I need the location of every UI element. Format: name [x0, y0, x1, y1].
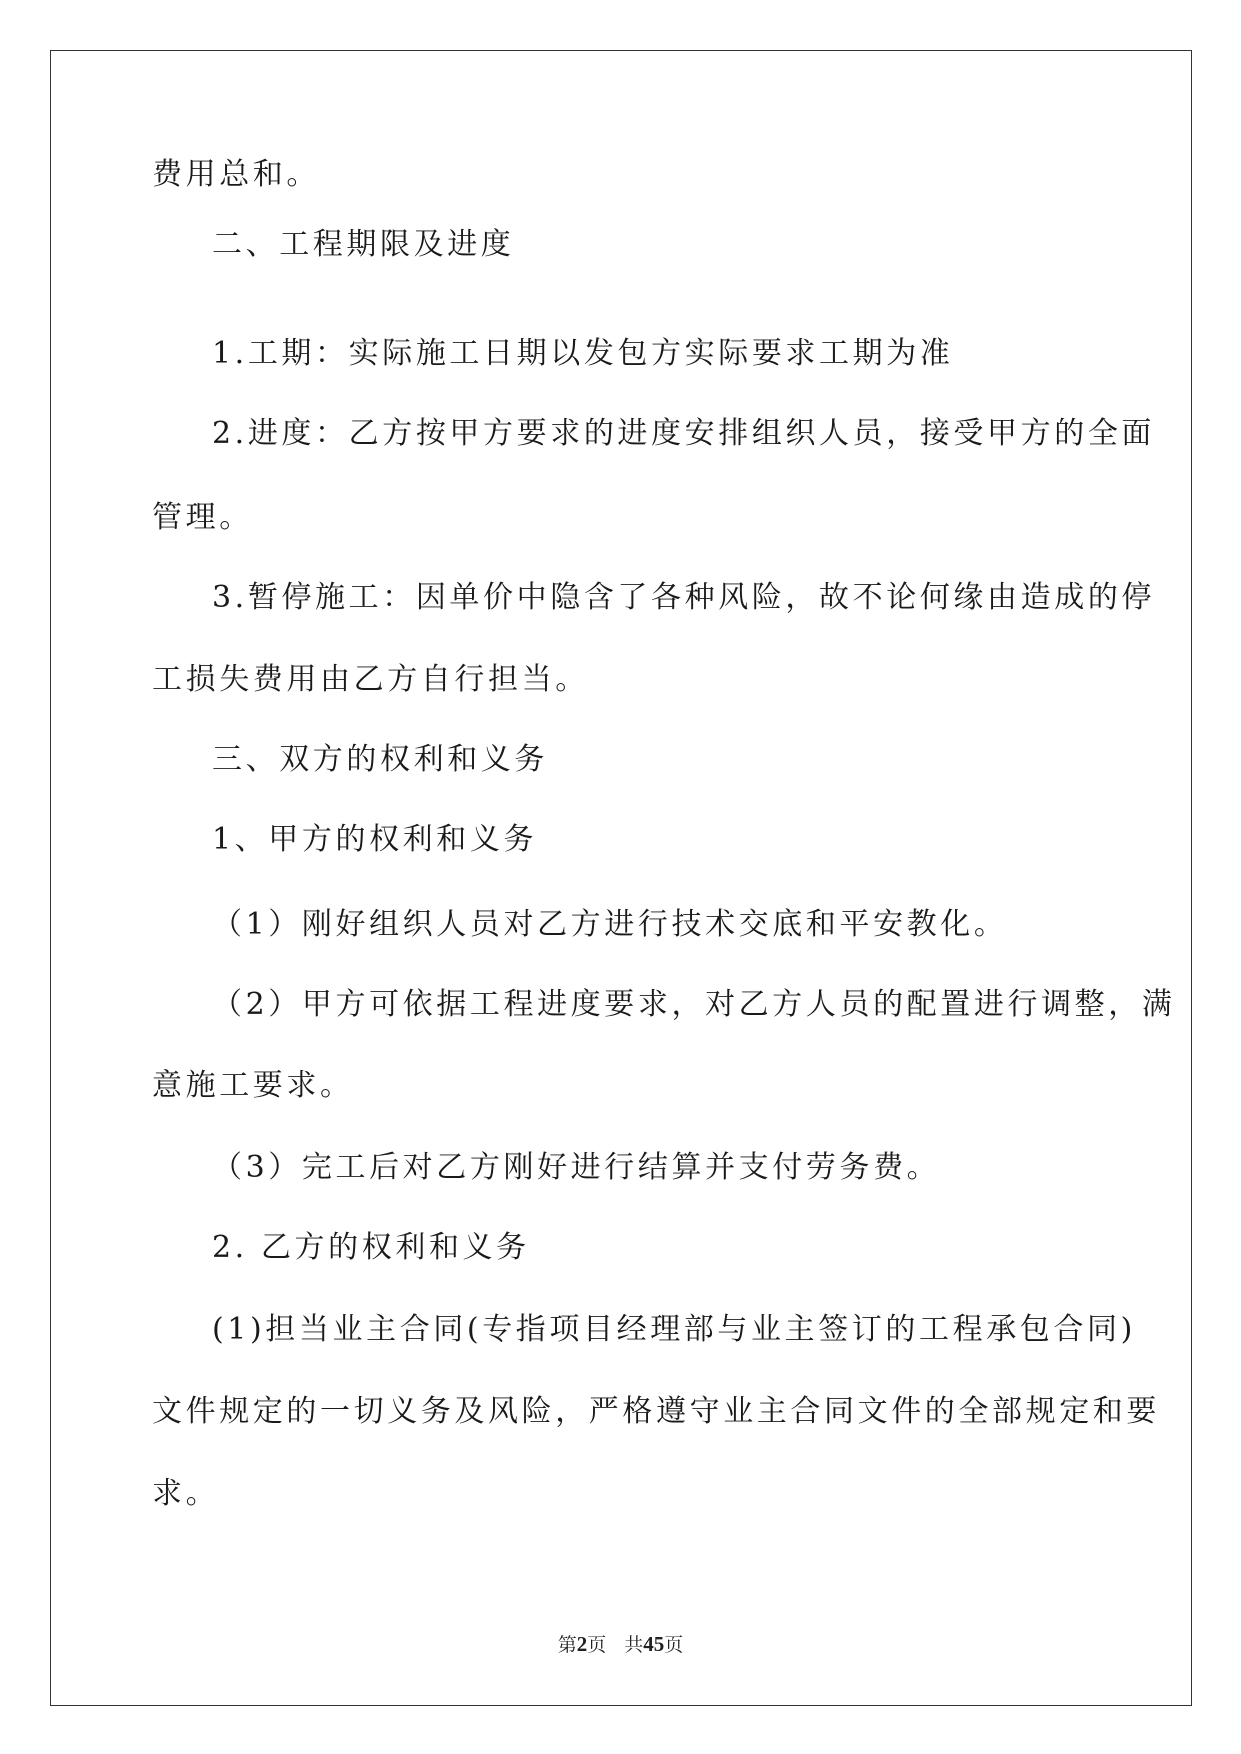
text-line: 意施工要求。	[152, 1068, 354, 1103]
text-line: 求。	[152, 1476, 220, 1511]
text-line: （2）甲方可依据工程进度要求，对乙方人员的配置进行调整，满	[212, 987, 1176, 1022]
section-heading: 二、工程期限及进度	[212, 227, 515, 262]
text-line: 工损失费用由乙方自行担当。	[152, 662, 589, 697]
text-line: 2.进度：乙方按甲方要求的进度安排组织人员，接受甲方的全面	[212, 416, 1156, 451]
page-footer	[0, 1632, 1241, 1657]
page-frame	[50, 50, 1192, 1706]
section-heading: 三、双方的权利和义务	[212, 742, 548, 777]
text-line: 1.工期：实际施工日期以发包方实际要求工期为准	[212, 336, 954, 371]
subsection-heading: 2. 乙方的权利和义务	[212, 1230, 530, 1265]
text-line: 文件规定的一切义务及风险，严格遵守业主合同文件的全部规定和要	[152, 1394, 1160, 1429]
text-line: 费用总和。	[152, 157, 320, 192]
text-line: （1）刚好组织人员对乙方进行技术交底和平安教化。	[212, 907, 1008, 942]
text-line: (1)担当业主合同(专指项目经理部与业主签订的工程承包合同)	[212, 1312, 1136, 1347]
page-suffix: 页	[587, 1634, 607, 1656]
page-prefix: 第	[557, 1634, 577, 1656]
total-prefix: 共	[624, 1634, 644, 1656]
page-total: 45	[643, 1632, 665, 1656]
total-suffix: 页	[664, 1634, 684, 1656]
page-current: 2	[576, 1632, 588, 1656]
text-line: （3）完工后对乙方刚好进行结算并支付劳务费。	[212, 1150, 941, 1185]
subsection-heading: 1、甲方的权利和义务	[212, 822, 538, 857]
text-line: 管理。	[152, 500, 253, 535]
text-line: 3.暂停施工：因单价中隐含了各种风险，故不论何缘由造成的停	[212, 580, 1156, 615]
